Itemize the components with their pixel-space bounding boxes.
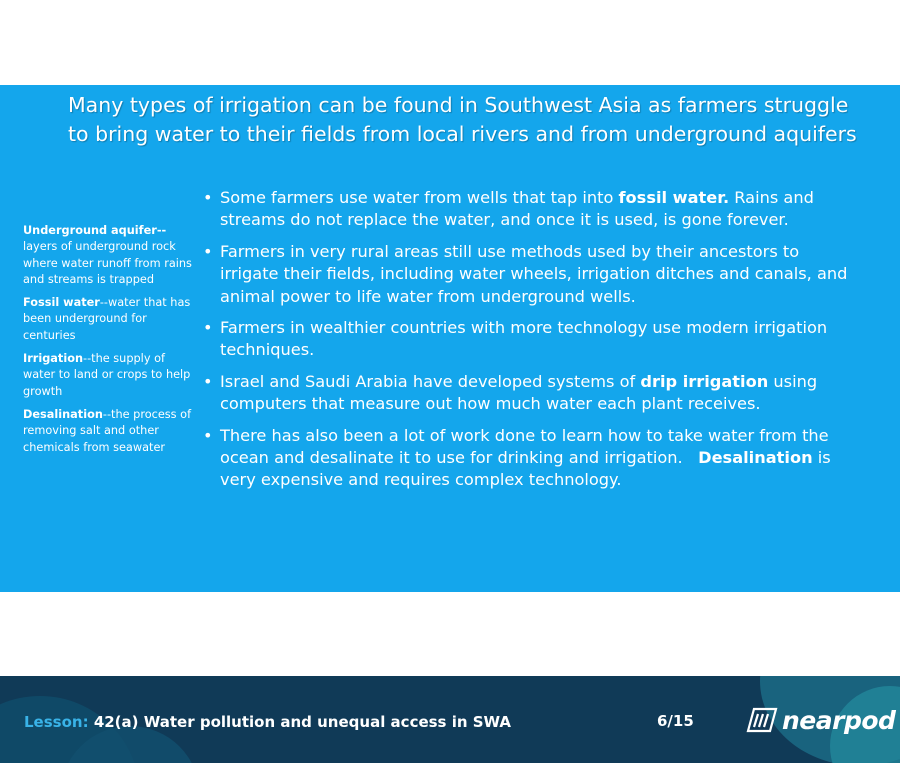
bullet-item (201, 187, 851, 232)
lesson-label: Lesson: (24, 713, 89, 731)
glossary-term: Fossil water (23, 296, 100, 310)
bullet-text: Farmers in wealthier countries with more technology use modern irrigation techniques. (220, 318, 828, 360)
bullet-item (201, 241, 851, 308)
glossary (23, 223, 195, 463)
brand-name: nearpod (782, 705, 896, 735)
glossary-term: Irrigation (23, 352, 84, 366)
glossary-term: Desalination (23, 407, 103, 421)
glossary-entry (23, 223, 195, 288)
bullet-text: Farmers in very rural areas still use methods used by their ancestors to irrigate their fields, including water wheels, irrigation ditches and canals, and animal power to life water from underground wells. (220, 241, 848, 306)
glossary-definition: --the process of removing salt and other chemicals from seawater (23, 407, 192, 454)
glossary-definition: --the supply of water to land or crops to help growth (23, 352, 191, 398)
glossary-term: Underground aquifer-- (23, 224, 167, 237)
bullet-bold-term: fossil water. (618, 188, 730, 207)
bullet-text: Israel and Saudi Arabia have developed systems of (220, 371, 641, 391)
bullet-text: Some farmers use water from wells that tap into (220, 188, 619, 207)
nearpod-logo-icon (746, 707, 778, 733)
bullet-text: There has also been a lot of work done to learn how to take water from the ocean and desalinate it to use for drinking and irrigation. (220, 425, 834, 468)
glossary-entry (23, 407, 195, 456)
bullet-bold-term: Desalination (698, 448, 813, 468)
bullet-bold-term: drip irrigation (640, 371, 769, 391)
bullet-text: using computers that measure out how much water each plant receives. (220, 371, 818, 414)
bullet-list (201, 187, 851, 501)
bullet-item (201, 371, 851, 416)
glossary-definition: --water that has been underground for centuries (23, 296, 191, 342)
bullet-text: Rains and streams do not replace the water, and once it is used, is gone forever. (220, 188, 814, 230)
glossary-definition: layers of underground rock where water runoff from rains and streams is trapped (23, 240, 192, 286)
lesson-title: 42(a) Water pollution and unequal access in SWA (93, 713, 512, 731)
lesson-info (24, 713, 511, 731)
slide-title: Many types of irrigation can be found in Southwest Asia as farmers struggle to bring water to their fields from local rivers and from underground aquifers (68, 93, 857, 146)
nearpod-logo[interactable] (746, 705, 895, 735)
bullet-text: is very expensive and requires complex technology. (220, 448, 836, 490)
glossary-entry (23, 295, 195, 344)
bullet-item (201, 425, 851, 492)
slide-content (0, 85, 900, 592)
bullet-item (201, 317, 851, 362)
lesson-footer-bar (0, 676, 900, 763)
glossary-entry (23, 351, 195, 400)
page-counter: 6/15 (657, 712, 694, 730)
